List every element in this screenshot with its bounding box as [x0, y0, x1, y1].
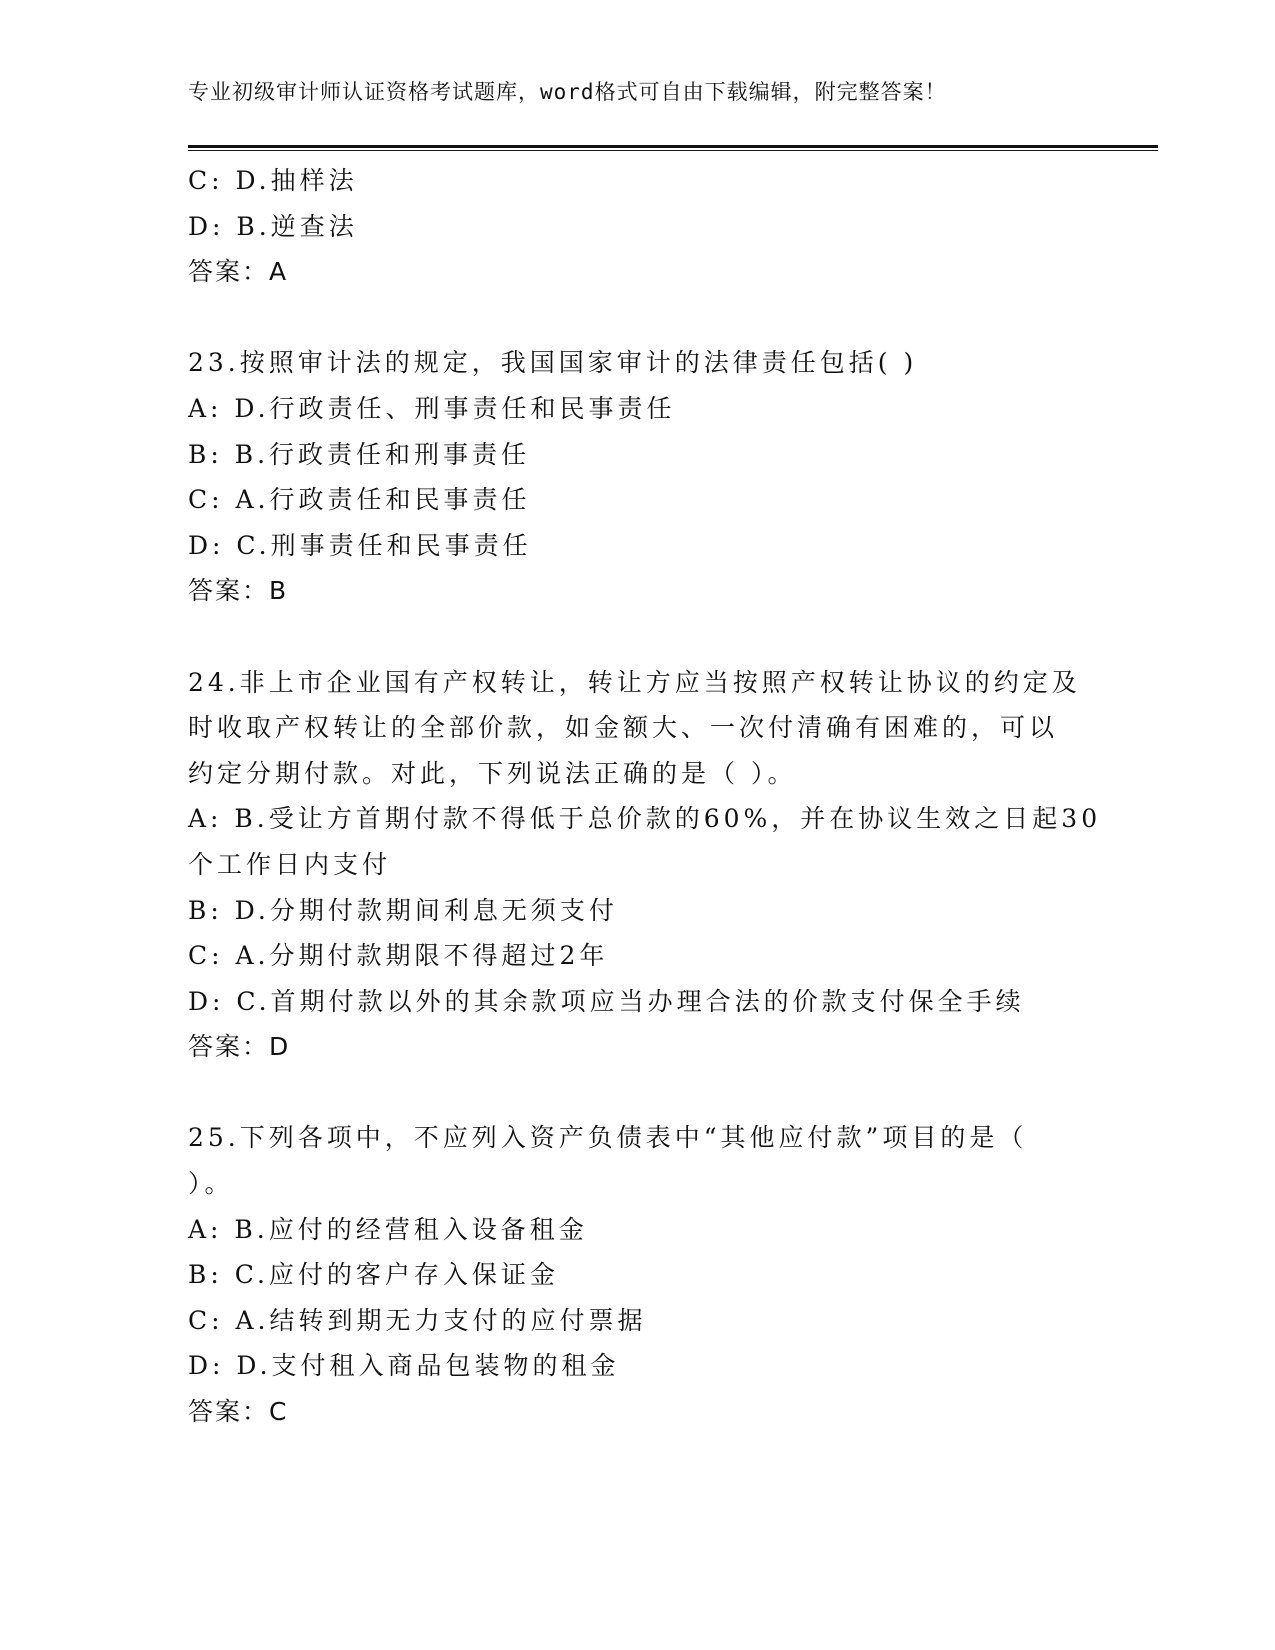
- block-spacer: [188, 295, 1088, 341]
- option-line: C: D.抽样法: [188, 166, 358, 195]
- option-line: D: C.刑事责任和民事责任: [188, 530, 532, 560]
- answer-line: 答案：D: [188, 1032, 291, 1062]
- answer-line: 答案：C: [188, 1397, 289, 1427]
- question-line: 24.非上市企业国有产权转让，转让方应当按照产权转让协议的约定及: [188, 667, 1081, 697]
- question-block: [188, 158, 1088, 295]
- option-line: A: B.受让方首期付款不得低于总价款的60%，并在协议生效之日起30: [188, 804, 1102, 834]
- option-line: C: A.结转到期无力支付的应付票据: [188, 1305, 647, 1335]
- question-line: ）。: [188, 1169, 234, 1199]
- page-header: 专业初级审计师认证资格考试题库，word格式可自由下载编辑，附完整答案！: [188, 80, 947, 104]
- header-divider-thin: [188, 150, 1158, 151]
- question-block: [188, 660, 1102, 1070]
- header-divider: [188, 145, 1158, 148]
- block-spacer: [188, 614, 1088, 660]
- question-line: 23.按照审计法的规定，我国国家审计的法律责任包括( ): [188, 348, 918, 378]
- option-line: D: C.首期付款以外的其余款项应当办理合法的价款支付保全手续: [188, 986, 1025, 1016]
- question-line: 时收取产权转让的全部价款，如金额大、一次付清确有困难的，可以: [188, 713, 1059, 743]
- option-line: A: B.应付的经营租入设备租金: [188, 1214, 588, 1244]
- option-line: B: B.行政责任和刑事责任: [188, 439, 531, 469]
- question-block: [188, 340, 1088, 614]
- block-spacer: [188, 1070, 1088, 1116]
- option-line: A: D.行政责任、刑事责任和民事责任: [188, 393, 676, 423]
- option-line: C: A.行政责任和民事责任: [188, 485, 531, 515]
- question-block: [188, 1115, 1088, 1434]
- option-line: D: D.支付租入商品包装物的租金: [188, 1351, 620, 1381]
- option-line: D: B.逆查法: [188, 211, 358, 241]
- answer-line: 答案：A: [188, 257, 289, 287]
- option-line: 个工作日内支付: [188, 849, 392, 879]
- question-list: [188, 158, 1102, 1435]
- question-line: 约定分期付款。对此，下列说法正确的是（ ）。: [188, 758, 797, 788]
- option-line: C: A.分期付款期限不得超过2年: [188, 941, 609, 971]
- question-line: 25.下列各项中，不应列入资产负债表中“其他应付款”项目的是（: [188, 1123, 1028, 1153]
- option-line: B: C.应付的客户存入保证金: [188, 1260, 559, 1290]
- answer-line: 答案：B: [188, 576, 289, 606]
- option-line: B: D.分期付款期间利息无须支付: [188, 895, 618, 925]
